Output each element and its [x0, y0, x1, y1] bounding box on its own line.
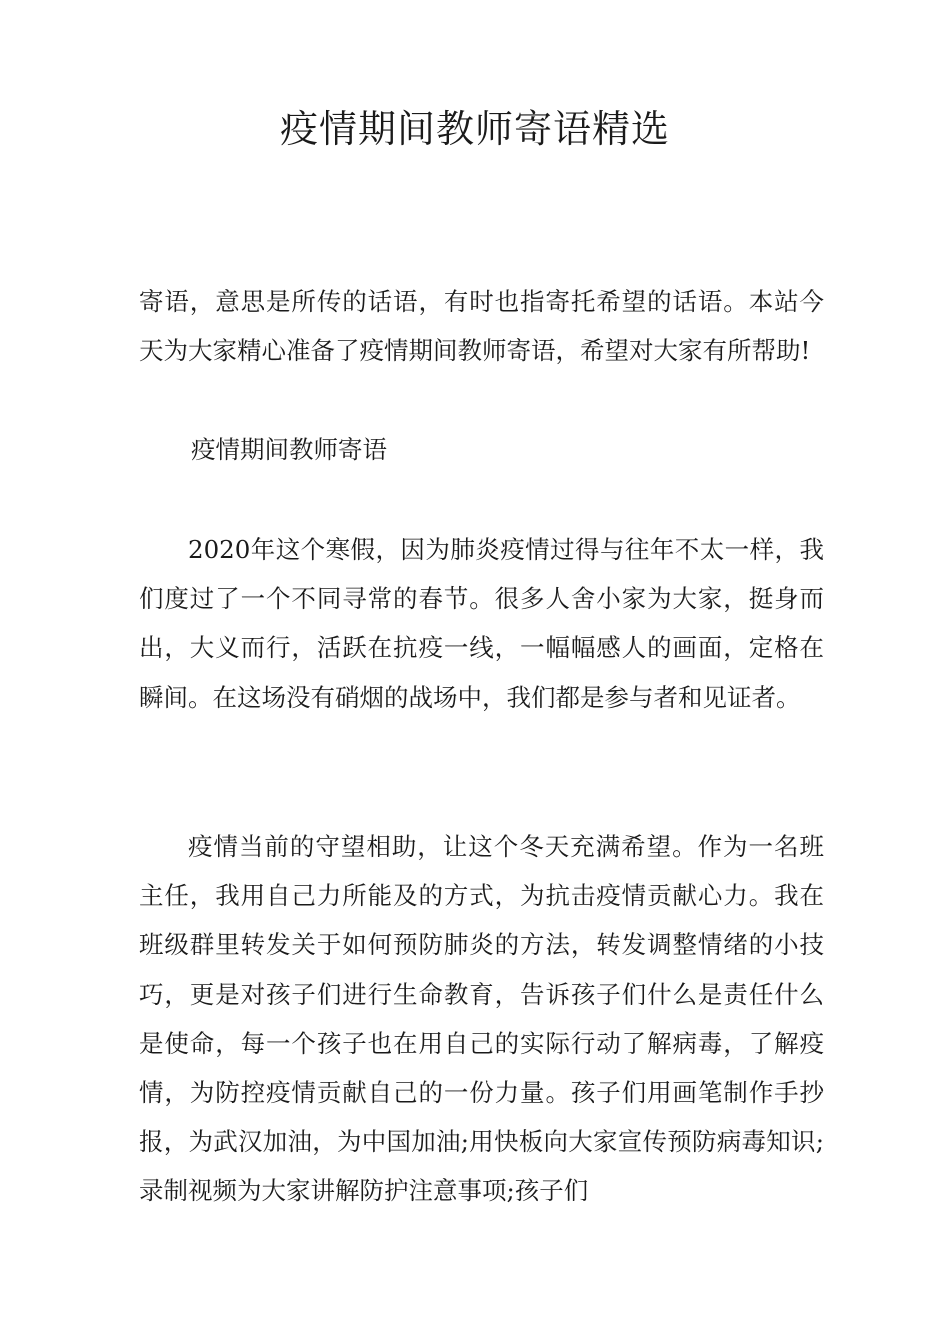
body-paragraph-2: 疫情当前的守望相助，让这个冬天充满希望。作为一名班主任，我用自己力所能及的方式，为抗击疫情贡献心力。我在班级群里转发关于如何预防肺炎的方法，转发调整情绪的小技巧，更是对孩子们进行生命教育，告诉孩子们什么是责任什么是使命，每一个孩子也在用自己的实际行动了解病毒，了解疫情，为防控疫情贡献自己的一份力量。孩子们用画笔制作手抄报，为武汉加油，为中国加油;用快板向大家宣传预防病毒知识;录制视频为大家讲解防护注意事项;孩子们: [139, 832, 824, 1206]
intro-paragraph: 寄语，意思是所传的话语，有时也指寄托希望的话语。本站今天为大家精心准备了疫情期间教师寄语，希望对大家有所帮助!: [139, 287, 824, 366]
body-paragraph-1: 2020年这个寒假，因为肺炎疫情过得与往年不太一样，我们度过了一个不同寻常的春节。很多人舍小家为大家，挺身而出，大义而行，活跃在抗疫一线，一幅幅感人的画面，定格在瞬间。在这场没有硝烟的战场中，我们都是参与者和见证者。: [139, 535, 824, 712]
document-title: 疫情期间教师寄语精选: [279, 107, 670, 151]
subheading: 疫情期间教师寄语: [191, 435, 387, 464]
